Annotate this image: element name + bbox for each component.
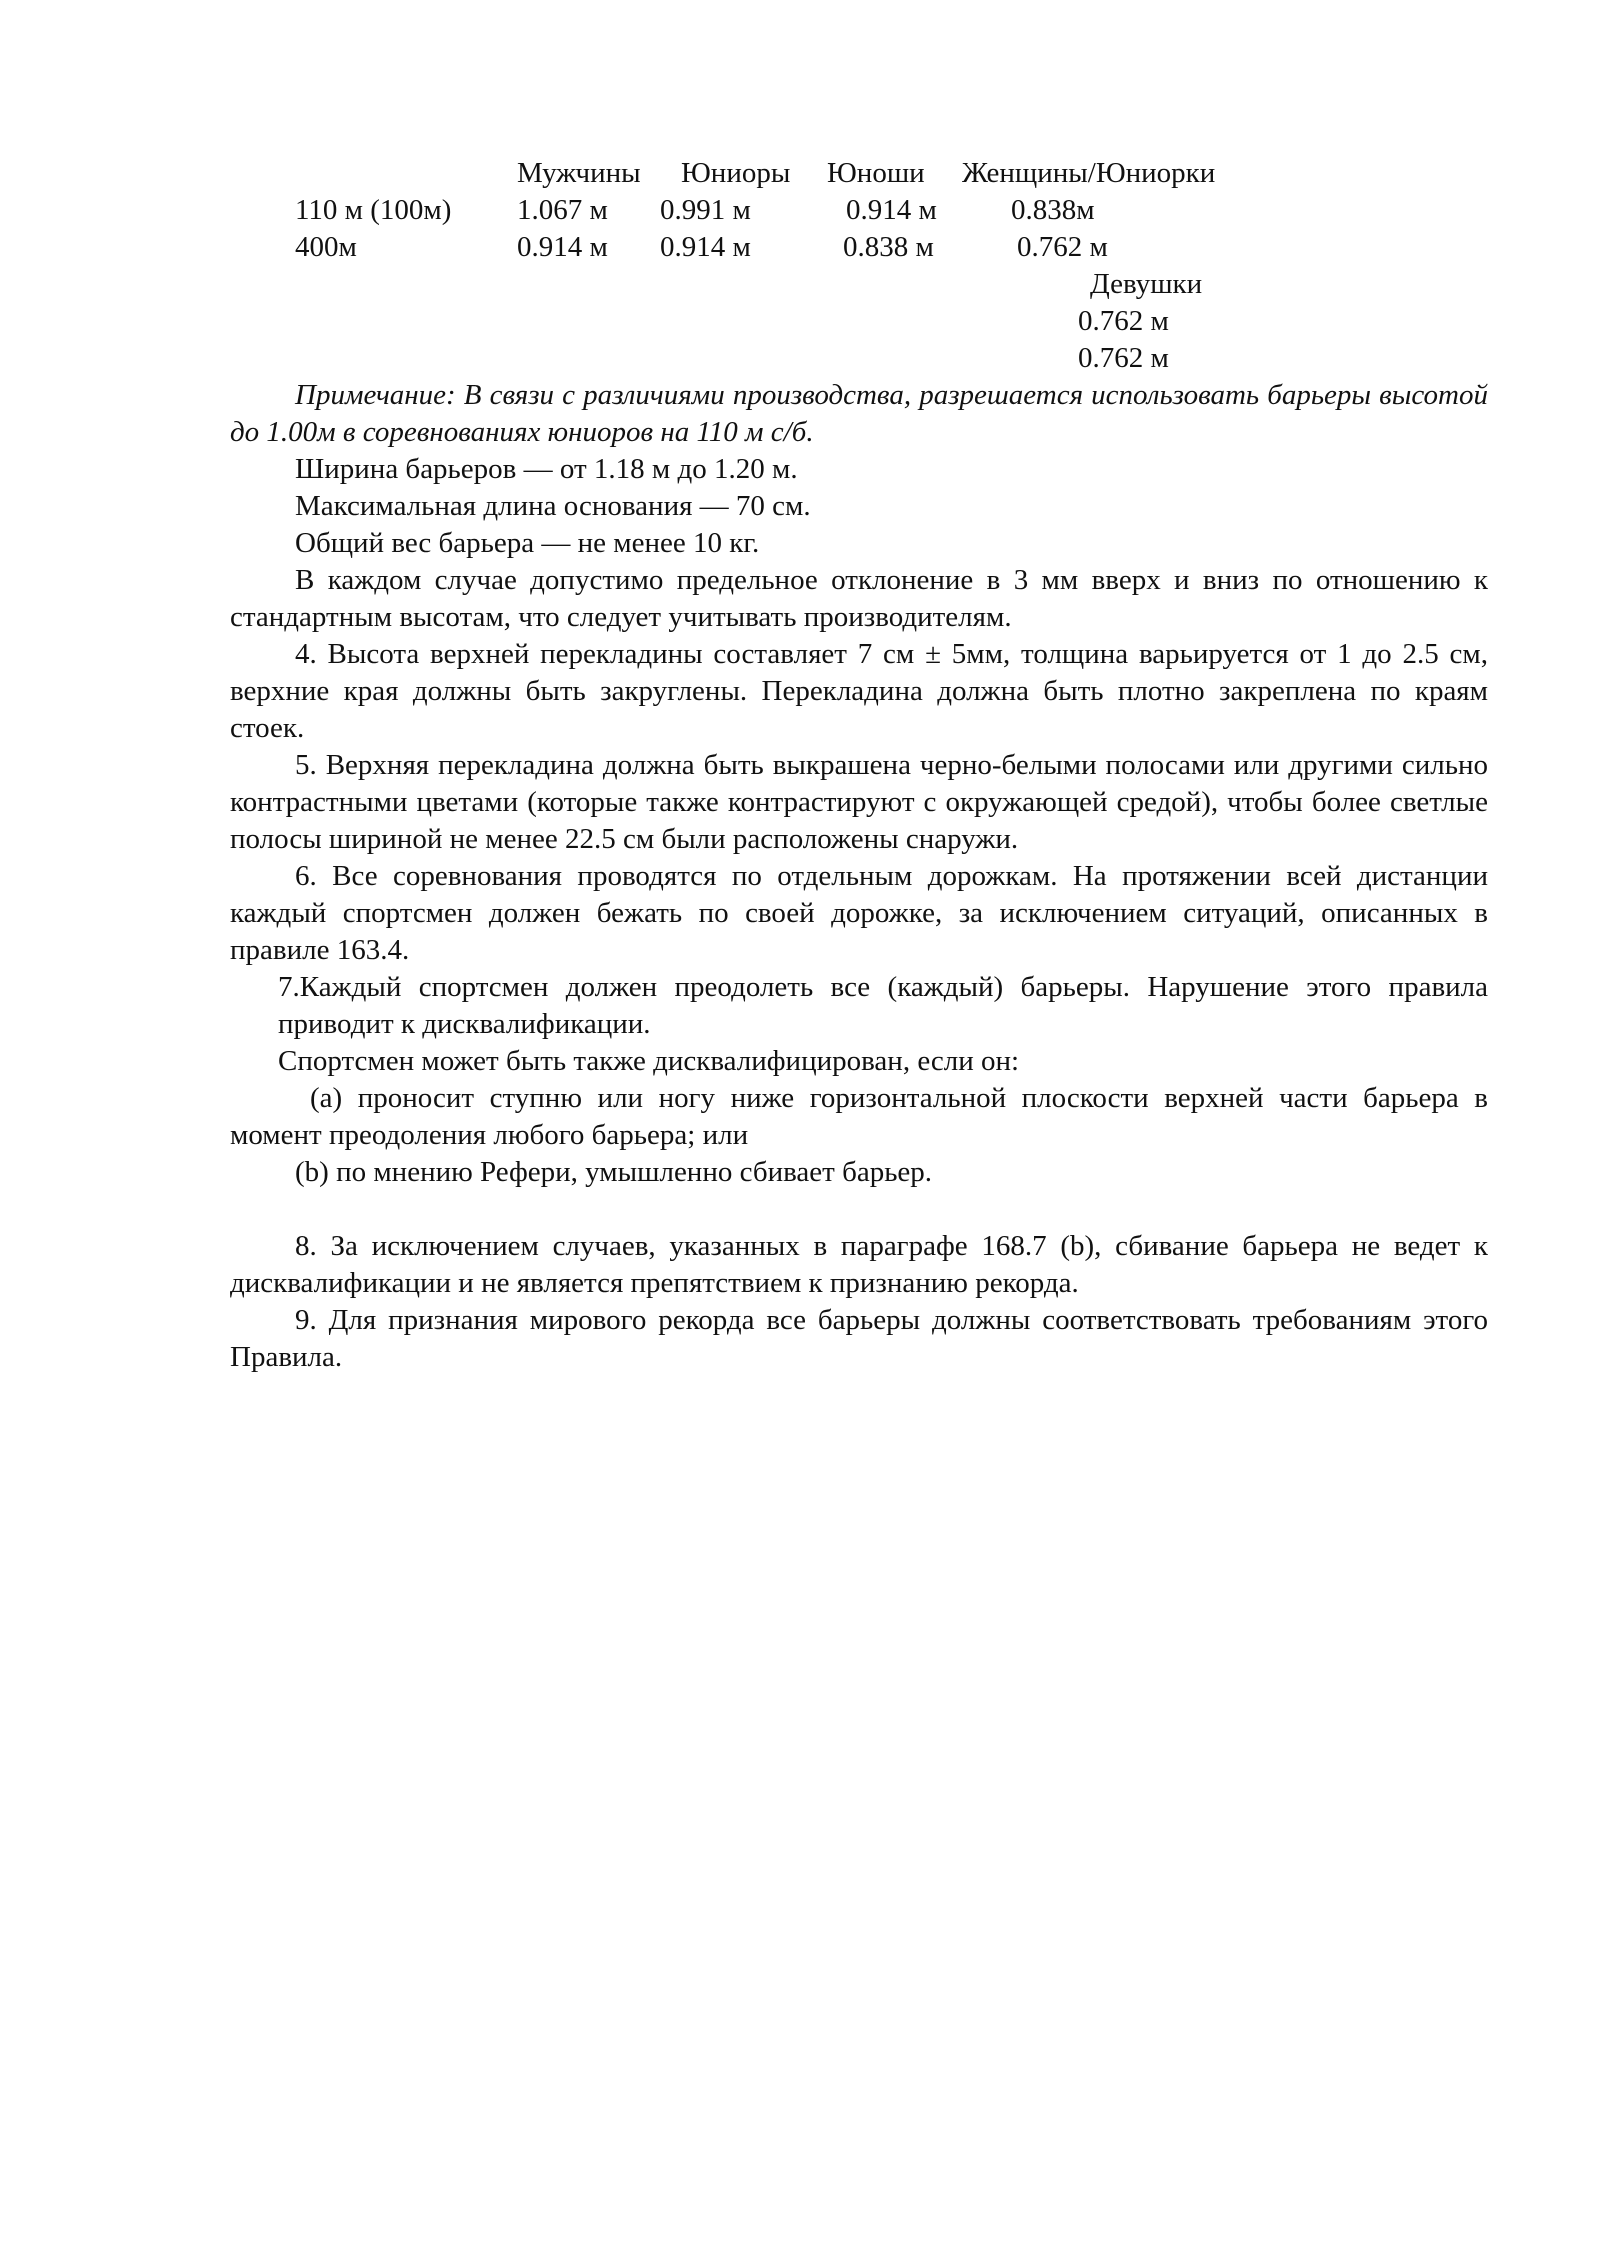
table-header-youth: Юноши: [827, 157, 925, 189]
table-cell: 0.991 м: [660, 194, 751, 226]
table-row-label: 110 м (100м): [295, 194, 452, 226]
table-cell: 0.762 м: [1078, 342, 1169, 374]
document-body: [230, 377, 1488, 1376]
paragraph-8: 8. За исключением случаев, указанных в параграфе 168.7 (b), сбивание барьера не ведет к дисквалификации и не является препятствием к признанию рекорда.: [230, 1230, 1488, 1299]
table-header-women: Женщины/Юниорки: [962, 157, 1216, 189]
blank-line: [230, 1191, 1488, 1228]
paragraph-6: 6. Все соревнования проводятся по отдельным дорожкам. На протяжении всей дистанции каждый спортсмен должен бежать по своей дорожке, за исключением ситуаций, описанных в правиле 163.4.: [230, 860, 1488, 966]
table-header-men: Мужчины: [517, 157, 641, 189]
width-paragraph: Ширина барьеров — от 1.18 м до 1.20 м.: [295, 453, 798, 485]
tolerance-paragraph: В каждом случае допустимо предельное отклонение в 3 мм вверх и вниз по отношению к стандартным высотам, что следует учитывать производителям.: [230, 564, 1488, 633]
table-cell: 1.067 м: [517, 194, 608, 226]
paragraph-5: 5. Верхняя перекладина должна быть выкрашена черно-белыми полосами или другими сильно контрастными цветами (которые также контрастируют с окружающей средой), чтобы более светлые полосы шириной не менее 22.5 см были расположены снаружи.: [230, 749, 1488, 855]
table-cell: 0.762 м: [1078, 305, 1169, 337]
note-paragraph: Примечание: В связи с различиями производства, разрешается использовать барьеры высотой до 1.00м в соревнованиях юниоров на 110 м с/б.: [230, 379, 1488, 448]
paragraph-7: 7.Каждый спортсмен должен преодолеть все (каждый) барьеры. Нарушение этого правила приводит к дисквалификации.: [278, 971, 1488, 1040]
table-cell: 0.914 м: [660, 231, 751, 263]
paragraph-7b: (b) по мнению Рефери, умышленно сбивает барьер.: [295, 1156, 933, 1188]
paragraph-7a: (a) проносит ступню или ногу ниже горизонтальной плоскости верхней части барьера в момент преодоления любого барьера; или: [230, 1082, 1488, 1151]
paragraph-7-disqualification: Спортсмен может быть также дисквалифицирован, если он:: [278, 1045, 1020, 1077]
table-cell: 0.914 м: [517, 231, 608, 263]
base-paragraph: Максимальная длина основания — 70 см.: [295, 490, 811, 522]
table-row-label: 400м: [295, 231, 357, 263]
table-header-girls: Девушки: [1090, 268, 1203, 300]
table-cell: 0.762 м: [1017, 231, 1108, 263]
table-cell: 0.914 м: [846, 194, 937, 226]
paragraph-4: 4. Высота верхней перекладины составляет 7 см ± 5мм, толщина варьируется от 1 до 2.5 см, верхние края должны быть закруглены. Перекладина должна быть плотно закреплена по краям стоек.: [230, 638, 1488, 744]
paragraph-9: 9. Для признания мирового рекорда все барьеры должны соответствовать требованиям этого Правила.: [230, 1304, 1488, 1373]
table-cell: 0.838 м: [843, 231, 934, 263]
table-header-juniors: Юниоры: [681, 157, 791, 189]
weight-paragraph: Общий вес барьера — не менее 10 кг.: [295, 527, 760, 559]
table-cell: 0.838м: [1011, 194, 1095, 226]
